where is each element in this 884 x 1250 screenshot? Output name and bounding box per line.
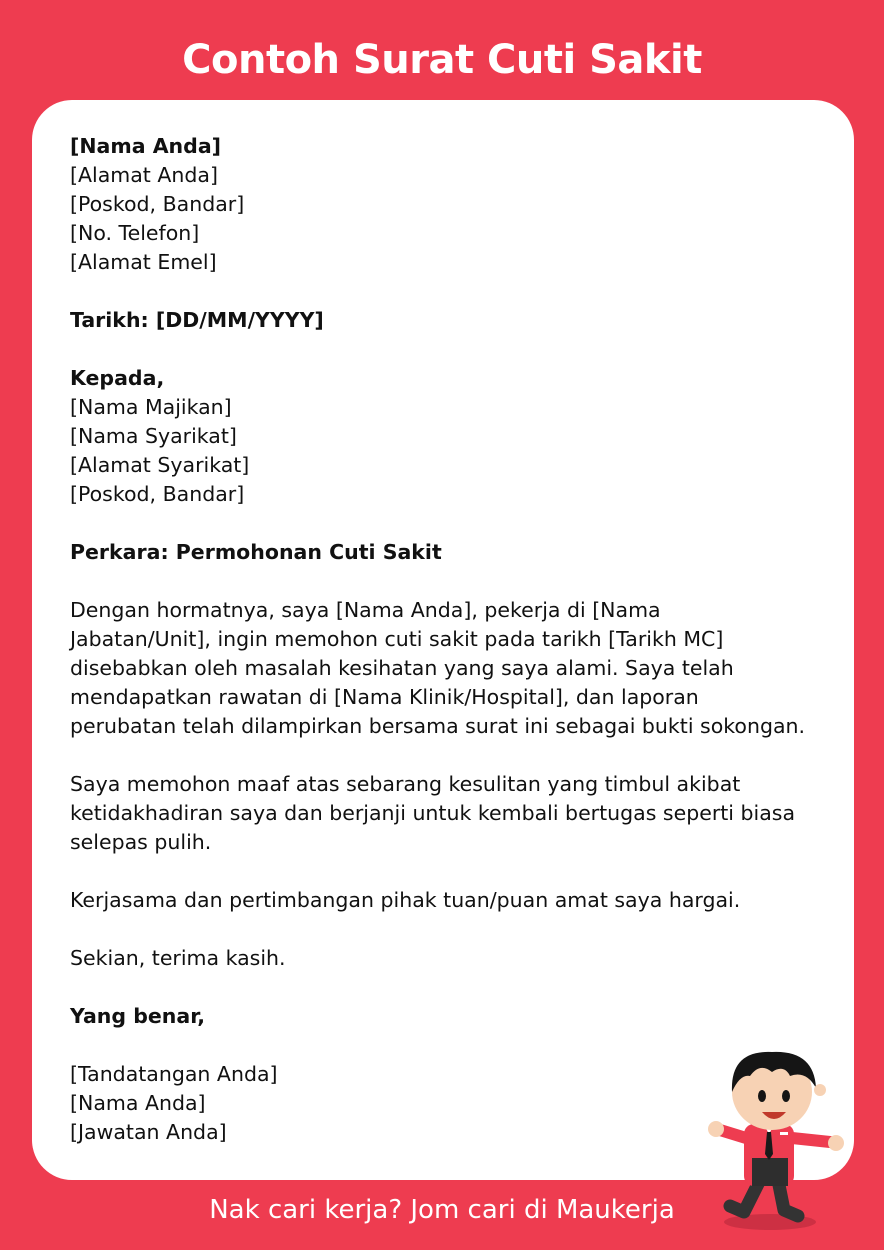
sender-address: [Alamat Anda]	[70, 163, 218, 187]
sender-email: [Alamat Emel]	[70, 250, 217, 274]
paragraph-line: perubatan telah dilampirkan bersama surat ini sebagai bukti sokongan.	[70, 714, 806, 738]
recipient-salutation: Kepada,	[70, 366, 165, 390]
paragraph-line: mendapatkan rawatan di [Nama Klinik/Hospital], dan laporan	[70, 685, 699, 709]
recipient-company-address: [Alamat Syarikat]	[70, 453, 250, 477]
letter-body	[70, 132, 830, 1147]
sender-block	[70, 132, 830, 277]
paragraph-line: Saya memohon maaf atas sebarang kesulitan yang timbul akibat	[70, 772, 741, 796]
signature-line: [Tandatangan Anda]	[70, 1062, 278, 1086]
sender-postcode-city: [Poskod, Bandar]	[70, 192, 245, 216]
recipient-postcode-city: [Poskod, Bandar]	[70, 482, 245, 506]
signature-name: [Nama Anda]	[70, 1091, 206, 1115]
paragraph-line: Dengan hormatnya, saya [Nama Anda], pekerja di [Nama	[70, 598, 661, 622]
letter-card	[32, 100, 854, 1180]
paragraph-1	[70, 596, 830, 741]
sender-name: [Nama Anda]	[70, 134, 222, 158]
paragraph-line: ketidakhadiran saya dan berjanji untuk kembali bertugas seperti biasa	[70, 801, 796, 825]
signature-position: [Jawatan Anda]	[70, 1120, 227, 1144]
sender-phone: [No. Telefon]	[70, 221, 200, 245]
letter-subject: Perkara: Permohonan Cuti Sakit	[70, 540, 442, 564]
paragraph-line: Jabatan/Unit], ingin memohon cuti sakit pada tarikh [Tarikh MC]	[70, 627, 724, 651]
paragraph-line: disebabkan oleh masalah kesihatan yang saya alami. Saya telah	[70, 656, 734, 680]
paragraph-2	[70, 770, 830, 857]
recipient-block	[70, 364, 830, 509]
closing-thanks: Sekian, terima kasih.	[70, 946, 286, 970]
paragraph-line: selepas pulih.	[70, 830, 212, 854]
recipient-company: [Nama Syarikat]	[70, 424, 237, 448]
recipient-employer: [Nama Majikan]	[70, 395, 232, 419]
page-title: Contoh Surat Cuti Sakit	[182, 37, 702, 83]
paragraph-3: Kerjasama dan pertimbangan pihak tuan/puan amat saya hargai.	[70, 888, 741, 912]
closing: Yang benar,	[70, 1004, 206, 1028]
letter-date: Tarikh: [DD/MM/YYYY]	[70, 308, 324, 332]
footer-tagline: Nak cari kerja? Jom cari di Maukerja	[209, 1195, 675, 1225]
mascot-illustration	[700, 1030, 860, 1240]
